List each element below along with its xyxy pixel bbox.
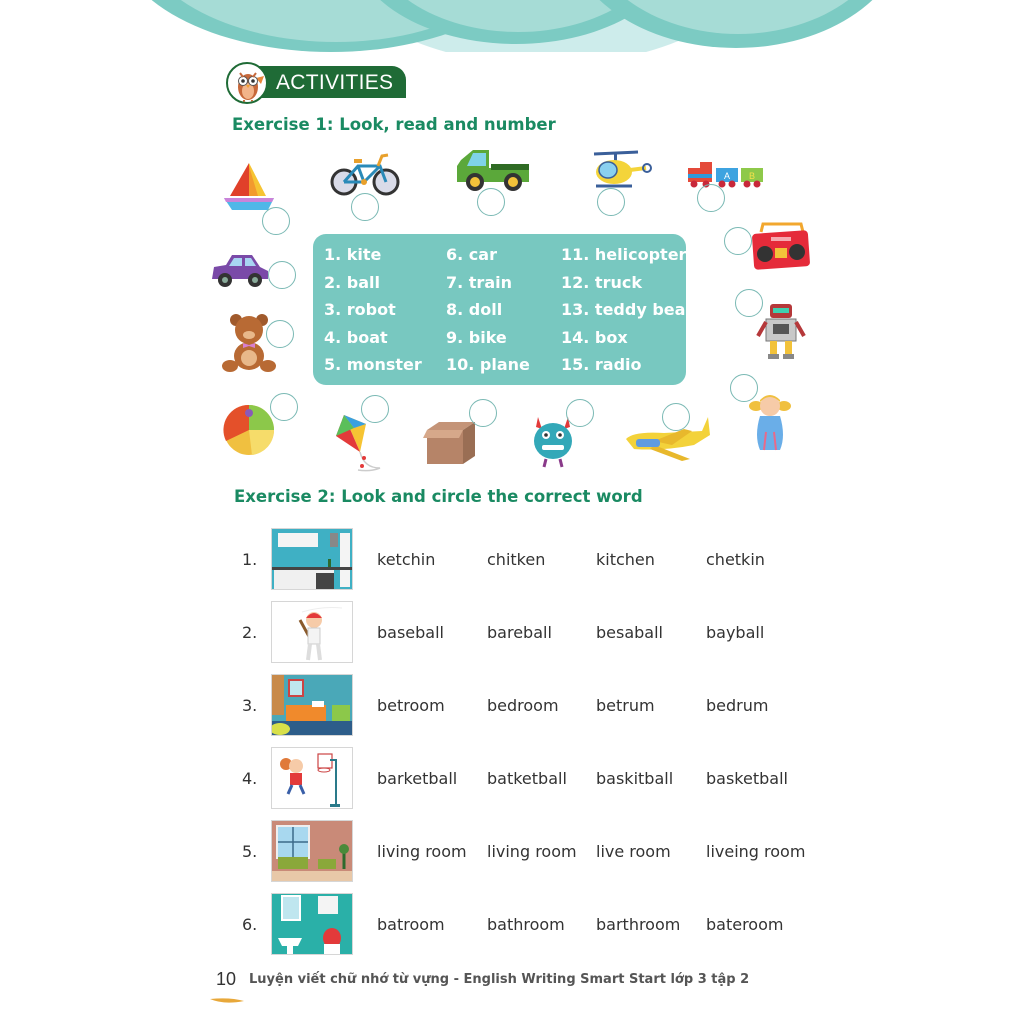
option-3[interactable]: live room (596, 842, 671, 861)
answer-circle-monster[interactable] (566, 399, 594, 427)
option-2[interactable]: chitken (487, 550, 546, 569)
option-4[interactable]: bayball (706, 623, 765, 642)
option-2[interactable]: bathroom (487, 915, 565, 934)
train-picture (686, 160, 766, 192)
option-3[interactable]: besaball (596, 623, 663, 642)
box-picture (423, 420, 479, 470)
option-4[interactable]: liveing room (706, 842, 806, 861)
kitchen-picture (271, 528, 353, 590)
option-4[interactable]: bedrum (706, 696, 769, 715)
word-item: 2. ball (324, 272, 380, 292)
owl-icon (226, 62, 268, 104)
answer-circle-plane[interactable] (662, 403, 690, 431)
option-3[interactable]: betrum (596, 696, 655, 715)
exercise2-row-2 (0, 601, 1024, 663)
option-2[interactable]: bedroom (487, 696, 559, 715)
row-number: 5. (242, 842, 258, 861)
living-room-picture (271, 820, 353, 882)
exercise1-title: Exercise 1: Look, read and number (232, 115, 556, 134)
book-title: Luyện viết chữ nhớ từ vựng - English Writing Smart Start lớp 3 tập 2 (249, 972, 750, 987)
exercise2-title: Exercise 2: Look and circle the correct word (234, 487, 643, 506)
word-bank-column-1 (324, 245, 422, 383)
exercise2-row-3 (0, 674, 1024, 736)
word-item: 8. doll (446, 300, 503, 320)
option-2[interactable]: bareball (487, 623, 552, 642)
word-bank-column-3 (561, 245, 693, 383)
option-4[interactable]: chetkin (706, 550, 765, 569)
option-1[interactable]: barketball (377, 769, 458, 788)
exercise2-row-5 (0, 820, 1024, 882)
bathroom-picture (271, 893, 353, 955)
exercise2-row-1 (0, 528, 1024, 590)
option-3[interactable]: baskitball (596, 769, 674, 788)
word-item: 12. truck (561, 272, 642, 292)
option-1[interactable]: living room (377, 842, 467, 861)
activities-badge (226, 62, 406, 102)
row-number: 2. (242, 623, 258, 642)
row-number: 1. (242, 550, 258, 569)
row-number: 4. (242, 769, 258, 788)
car-picture (210, 251, 270, 293)
answer-circle-kite[interactable] (361, 395, 389, 423)
word-item: 10. plane (446, 355, 530, 375)
answer-circle-boat[interactable] (262, 207, 290, 235)
word-item: 11. helicopter (561, 245, 687, 264)
word-item: 7. train (446, 272, 512, 292)
svg-text:A: A (724, 171, 731, 181)
answer-circle-radio[interactable] (724, 227, 752, 255)
word-item: 5. monster (324, 355, 422, 375)
row-number: 3. (242, 696, 258, 715)
word-item: 15. radio (561, 355, 642, 375)
word-item: 13. teddy bear (561, 300, 694, 320)
exercise2-row-6 (0, 893, 1024, 955)
option-4[interactable]: bateroom (706, 915, 784, 934)
row-number: 6. (242, 915, 258, 934)
bedroom-picture (271, 674, 353, 736)
answer-circle-box[interactable] (469, 399, 497, 427)
radio-picture (751, 222, 811, 274)
word-bank (313, 234, 694, 385)
word-item: 9. bike (446, 327, 507, 347)
option-2[interactable]: batketball (487, 769, 567, 788)
word-item: 4. boat (324, 327, 388, 347)
answer-circle-truck[interactable] (477, 188, 505, 216)
answer-circle-helicopter[interactable] (597, 188, 625, 216)
kite-picture (334, 412, 390, 478)
word-item: 14. box (561, 327, 628, 347)
doll-picture (748, 392, 792, 458)
activities-label: ACTIVITIES (276, 71, 394, 94)
option-1[interactable]: batroom (377, 915, 445, 934)
page-number: 10 (216, 969, 237, 989)
answer-circle-car[interactable] (268, 261, 296, 289)
baseball-player-picture (271, 601, 353, 663)
option-2[interactable]: living room (487, 842, 577, 861)
feather-icon (210, 990, 244, 998)
answer-circle-bike[interactable] (351, 193, 379, 221)
header-clouds (146, 0, 878, 52)
option-4[interactable]: basketball (706, 769, 788, 788)
answer-circle-teddy-bear[interactable] (266, 320, 294, 348)
exercise2-row-4 (0, 747, 1024, 809)
option-3[interactable]: barthroom (596, 915, 681, 934)
option-1[interactable]: betroom (377, 696, 445, 715)
word-item: 1. kite (324, 245, 382, 264)
word-item: 3. robot (324, 300, 396, 320)
option-1[interactable]: ketchin (377, 550, 436, 569)
robot-picture (756, 302, 806, 364)
option-3[interactable]: kitchen (596, 550, 655, 569)
word-bank-column-2 (446, 245, 530, 383)
helicopter-picture (592, 150, 652, 194)
answer-circle-ball[interactable] (270, 393, 298, 421)
answer-circle-train[interactable] (697, 184, 725, 212)
svg-text:B: B (749, 171, 756, 181)
option-1[interactable]: baseball (377, 623, 444, 642)
basketball-player-picture (271, 747, 353, 809)
ball-picture (222, 403, 276, 461)
word-item: 6. car (446, 245, 497, 264)
